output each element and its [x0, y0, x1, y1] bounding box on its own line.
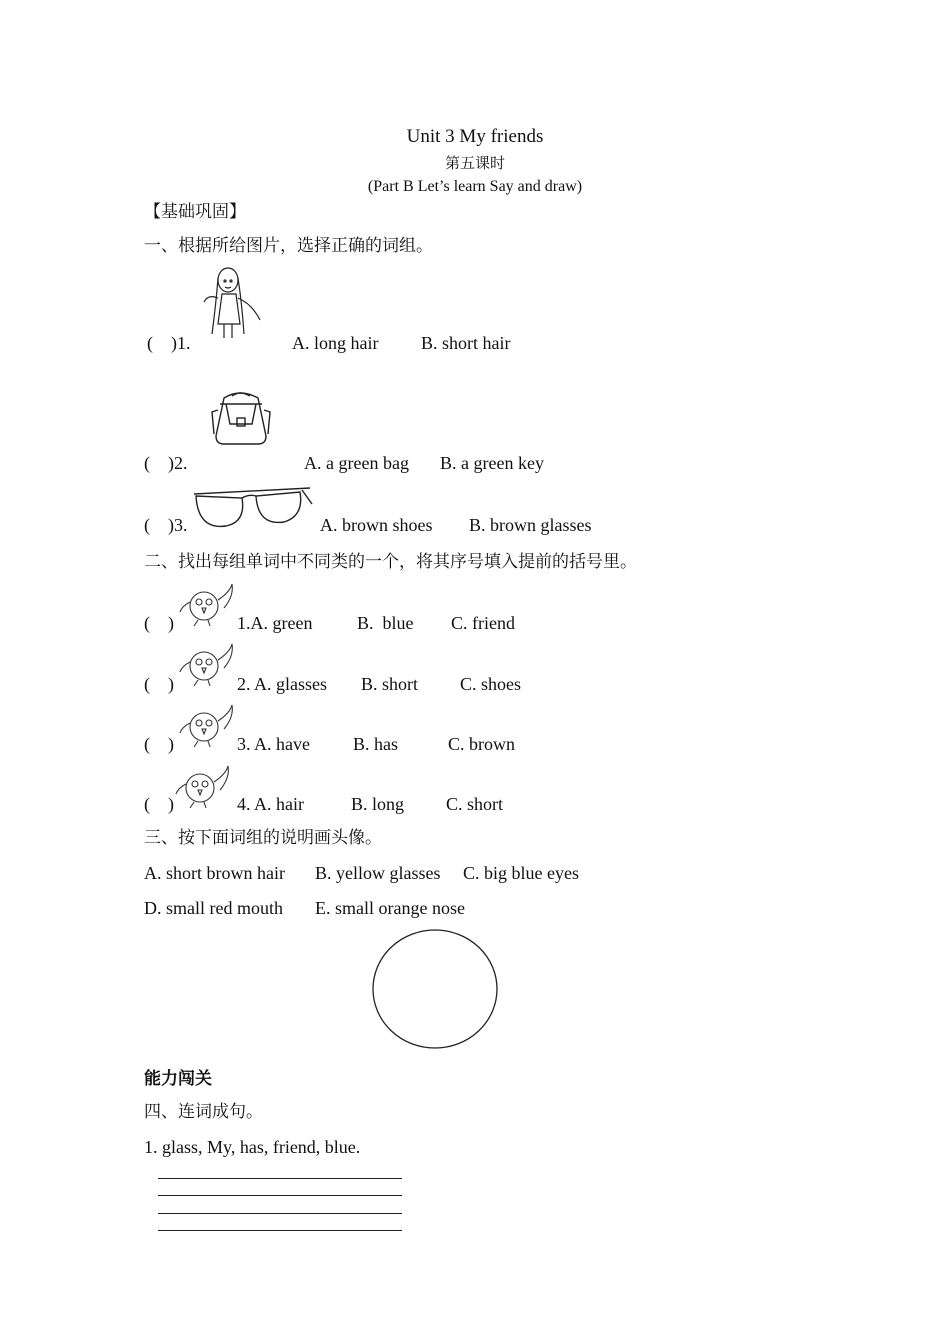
section4-heading: 四、连词成句。: [144, 1102, 263, 1122]
s2-q1-option-c: C. friend: [451, 613, 515, 633]
answer-line[interactable]: [158, 1178, 402, 1179]
s3-item-c: C. big blue eyes: [463, 863, 579, 883]
s2-q1-paren: ( ): [144, 613, 174, 633]
s2-q3-option-a: 3. A. have: [237, 734, 310, 754]
q1-option-a: A. long hair: [292, 333, 379, 353]
s2-q4-option-b: B. long: [351, 794, 405, 814]
s2-q4-option-a: 4. A. hair: [237, 794, 304, 814]
s3-item-a: A. short brown hair: [144, 863, 285, 883]
s2-q2-paren: ( ): [144, 674, 174, 694]
girl-long-hair-icon: [196, 264, 268, 340]
s2-q4-paren: ( ): [144, 794, 174, 814]
part-subtitle: (Part B Let’s learn Say and draw): [367, 178, 583, 195]
section3-heading: 三、按下面词组的说明画头像。: [144, 828, 382, 848]
section-ability-heading: 能力闯关: [144, 1069, 212, 1089]
page-title: Unit 3 My friends: [406, 126, 544, 147]
bird-icon: [178, 703, 236, 749]
q2-option-b: B. a green key: [440, 453, 544, 473]
s2-q3-option-b: B. has: [353, 734, 398, 754]
q3-option-b: B. brown glasses: [469, 515, 592, 535]
q3-number: ( )3.: [144, 515, 188, 535]
bird-icon: [178, 582, 236, 628]
s2-q2-option-a: 2. A. glasses: [237, 674, 327, 694]
answer-line[interactable]: [158, 1195, 402, 1196]
drawing-circle: [371, 928, 501, 1050]
s2-q2-option-c: C. shoes: [460, 674, 522, 694]
answer-line[interactable]: [158, 1213, 402, 1214]
lesson-label: 第五课时: [444, 154, 505, 172]
bird-icon: [178, 642, 236, 688]
q1-number: ( )1.: [147, 333, 191, 353]
s2-q1-option-b: B. blue: [357, 613, 414, 633]
q3-option-a: A. brown shoes: [320, 515, 433, 535]
s3-item-b: B. yellow glasses: [315, 863, 441, 883]
s2-q3-option-c: C. brown: [448, 734, 515, 754]
q1-option-b: B. short hair: [421, 333, 511, 353]
s3-item-d: D. small red mouth: [144, 898, 283, 918]
s2-q1-option-a: 1.A. green: [237, 613, 313, 633]
answer-line[interactable]: [158, 1230, 402, 1231]
section2-heading: 二、找出每组单词中不同类的一个，将其序号填入提前的括号里。: [144, 552, 637, 572]
s4-q1: 1. glass, My, has, friend, blue.: [144, 1137, 361, 1157]
section-basic-heading: 【基础巩固】: [144, 202, 246, 222]
q2-option-a: A. a green bag: [304, 453, 409, 473]
s3-item-e: E. small orange nose: [315, 898, 465, 918]
glasses-icon: [192, 486, 314, 532]
bird-icon: [174, 764, 232, 810]
section1-heading: 一、根据所给图片，选择正确的词组。: [144, 236, 433, 256]
s2-q2-option-b: B. short: [361, 674, 419, 694]
s2-q4-option-c: C. short: [446, 794, 504, 814]
backpack-icon: [210, 390, 272, 448]
s2-q3-paren: ( ): [144, 734, 174, 754]
q2-number: ( )2.: [144, 453, 188, 473]
